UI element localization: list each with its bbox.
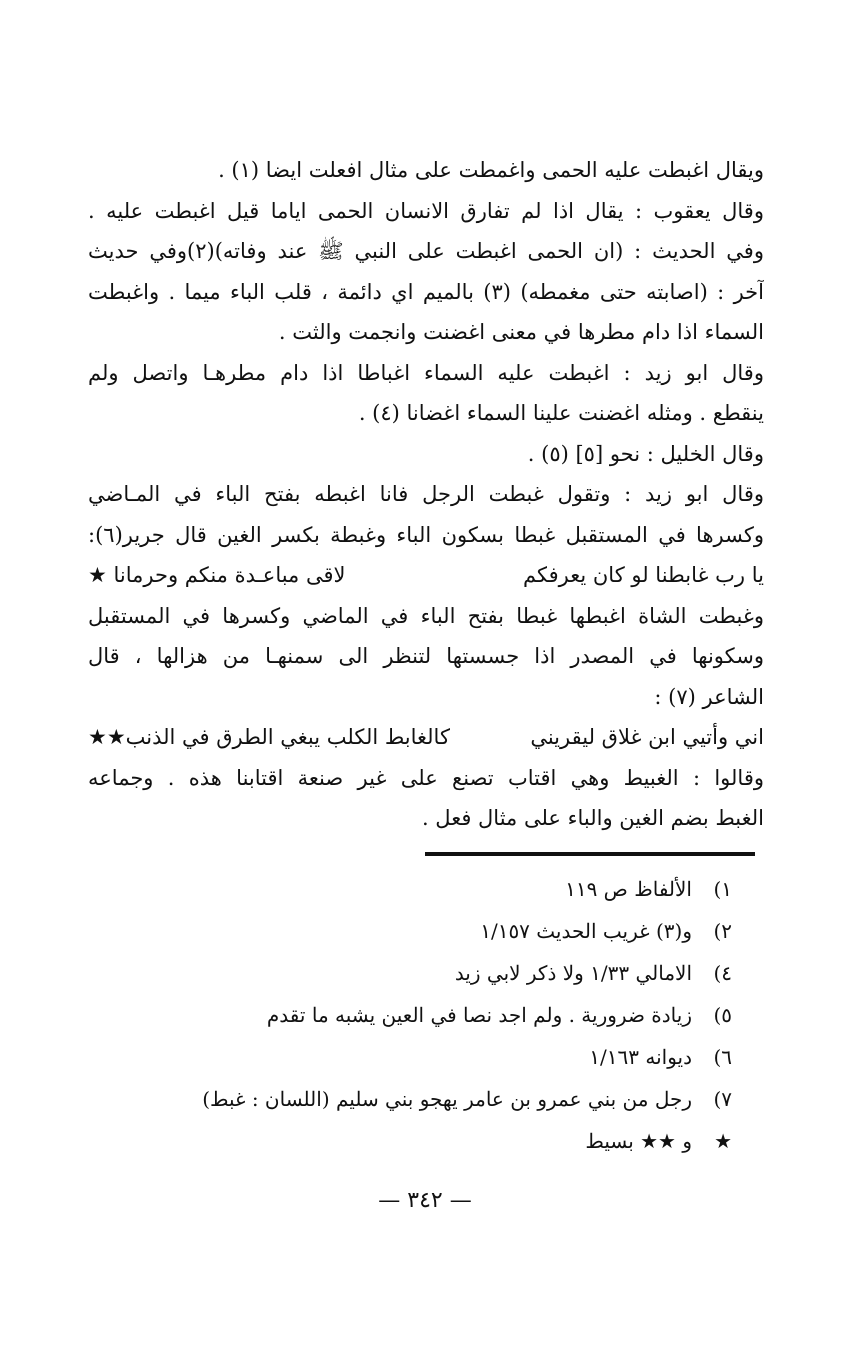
text-line: ينقطع . ومثله اغضنت علينا السماء اغضانا (٤) . xyxy=(358,401,764,425)
text-line: وقال ابو زيد : اغبطت عليه السماء اغباطا اذا دام مطرهـا واتصل ولم xyxy=(88,360,764,385)
footnote-text: رجل من بني عمرو بن عامر يهجو بني سليم (اللسان : غبط) xyxy=(202,1087,692,1111)
footnote-number: ١) xyxy=(713,877,732,901)
footnote-text: و ★★ بسيط xyxy=(585,1129,692,1153)
text-line: وقال يعقوب : يقال اذا لم تفارق الانسان الحمى اياما قيل اغبطت عليه . xyxy=(88,198,764,223)
text-line: وفي الحديث : (ان الحمى اغبطت على النبي ﷺ عند وفاته)(٢)وفي حديث xyxy=(88,239,764,263)
footnote xyxy=(150,1078,732,1120)
verse-second-hemistich: لاقى مباعـدة منكم وحرمانا ★ xyxy=(88,563,346,587)
footnote-divider xyxy=(425,852,755,856)
main-text xyxy=(88,150,764,839)
text-line: السماء اذا دام مطرها في معنى اغضنت وانجمت والثت . xyxy=(278,320,764,344)
text-line: وقال الخليل : نحو [٥] (٥) . xyxy=(527,441,764,466)
text-line: آخر : (اصابته حتى مغمطه) (٣) بالميم اي دائمة ، قلب الباء ميما . واغبطت xyxy=(88,279,764,304)
page-number: — ٣٤٢ — xyxy=(378,1188,472,1213)
footnote xyxy=(150,994,732,1036)
footnote-number: ٤) xyxy=(713,961,732,985)
text-line: الشاعر (٧) : xyxy=(654,684,764,709)
footnote xyxy=(150,910,732,952)
verse-first-hemistich: يا رب غابطنا لو كان يعرفكم xyxy=(523,563,764,587)
footnote-number: ٦) xyxy=(713,1045,732,1069)
footnote xyxy=(150,1120,732,1162)
text-line: وغبطت الشاة اغبطها غبطا بفتح الباء في الماضي وكسرها في المستقبل xyxy=(88,603,764,628)
footnote-text: الألفاظ ص ١١٩ xyxy=(565,877,692,901)
text-line: وكسرها في المستقبل غبطا بسكون الباء وغبطة بكسر الغين قال جرير(٦): xyxy=(88,522,764,547)
verse-line xyxy=(88,555,764,596)
verse-first-hemistich: اني وأتيي ابن غلاق ليقريني xyxy=(530,725,764,749)
footnotes xyxy=(150,868,732,1162)
footnote-number: ٢) xyxy=(713,919,732,943)
footnote-number: ٥) xyxy=(713,1003,732,1027)
footnote-number: ٧) xyxy=(713,1087,732,1111)
text-line: وسكونها في المصدر اذا جسستها لتنظر الى سمنهـا من هزالها ، قال xyxy=(88,644,764,668)
footnote-text: و(٣) غريب الحديث ١/١٥٧ xyxy=(480,919,692,943)
footnote xyxy=(150,1036,732,1078)
footnote-text: الامالي ١/٣٣ ولا ذكر لابي زيد xyxy=(454,961,692,985)
footnote-text: زيادة ضرورية . ولم اجد نصا في العين يشبه ما تقدم xyxy=(266,1003,692,1027)
footnote xyxy=(150,952,732,994)
text-line: وقال ابو زيد : وتقول غبطت الرجل فانا اغبطه بفتح الباء في المـاضي xyxy=(88,482,764,506)
footnote xyxy=(150,868,732,910)
verse-line xyxy=(88,717,764,758)
text-line: ويقال اغبطت عليه الحمى واغمطت على مثال افعلت ايضا (١) . xyxy=(218,158,764,182)
text-line: وقالوا : الغبيط وهي اقتاب تصنع على غير صنعة اقتابنا هذه . وجماعه xyxy=(88,765,764,790)
footnote-number: ★ xyxy=(714,1129,732,1153)
text-line: الغبط بضم الغين والباء على مثال فعل . xyxy=(421,806,764,830)
verse-second-hemistich: كالغابط الكلب يبغي الطرق في الذنب★★ xyxy=(88,725,450,749)
footnote-text: ديوانه ١/١٦٣ xyxy=(589,1045,692,1069)
